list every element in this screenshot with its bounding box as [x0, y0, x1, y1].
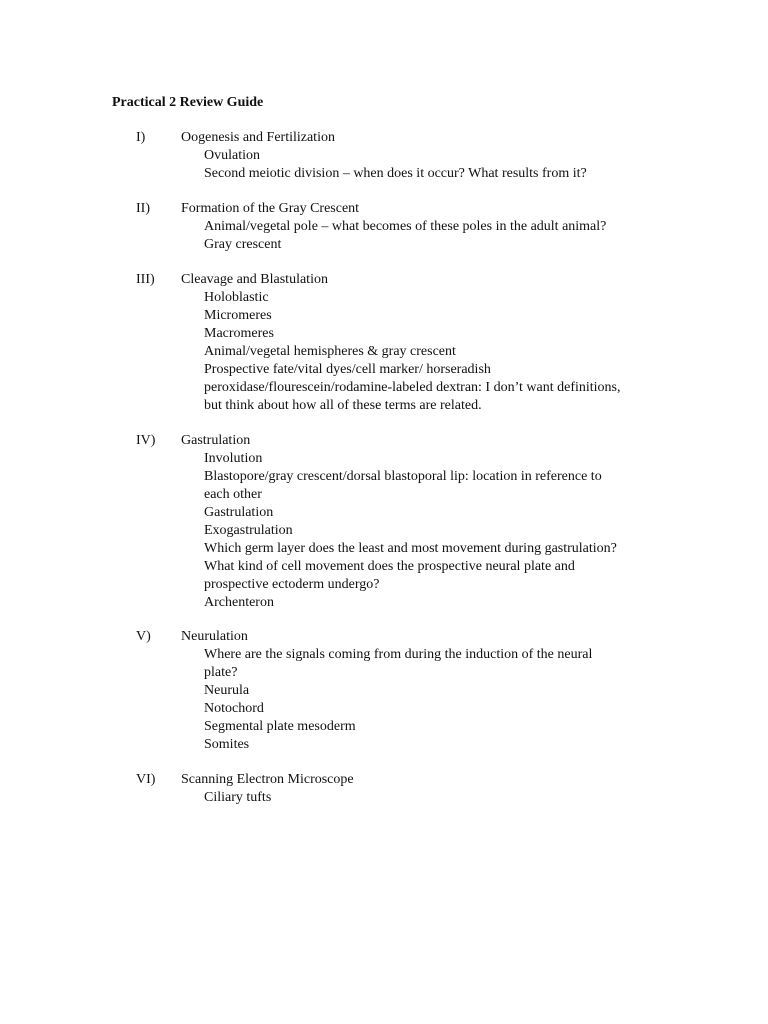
list-item: Animal/vegetal hemispheres & gray crescent [204, 344, 456, 359]
section-numeral: I) [136, 130, 146, 145]
list-item: Macromeres [204, 326, 274, 341]
section-heading: Cleavage and Blastulation [181, 272, 328, 287]
section-items [204, 789, 656, 807]
section-numeral: V) [136, 629, 151, 644]
section-heading: Gastrulation [181, 433, 251, 448]
section-numeral: VI) [136, 772, 156, 787]
list-item: Micromeres [204, 308, 272, 323]
section-items [204, 289, 656, 415]
list-item: peroxidase/flourescein/rodamine-labeled dextran: I don’t want definitions, [204, 380, 621, 395]
section-numeral: II) [136, 201, 150, 216]
list-item: Ovulation [204, 148, 260, 163]
list-item: prospective ectoderm undergo? [204, 577, 380, 592]
list-item: Somites [204, 737, 250, 752]
section-items [204, 646, 656, 754]
section-items [204, 147, 656, 183]
list-item: Archenteron [204, 595, 274, 610]
list-item: Notochord [204, 701, 264, 716]
list-item: Animal/vegetal pole – what becomes of these poles in the adult animal? [204, 219, 607, 234]
document-title: Practical 2 Review Guide [112, 95, 264, 110]
list-item: Gastrulation [204, 505, 274, 520]
list-item: each other [204, 487, 262, 502]
section-items [204, 218, 656, 254]
section-numeral: IV) [136, 433, 156, 448]
list-item: Second meiotic division – when does it occur? What results from it? [204, 166, 587, 181]
list-item: What kind of cell movement does the prospective neural plate and [204, 559, 575, 574]
list-item: Exogastrulation [204, 523, 293, 538]
list-item: Gray crescent [204, 237, 282, 252]
list-item: Neurula [204, 683, 250, 698]
list-item: Blastopore/gray crescent/dorsal blastoporal lip: location in reference to [204, 469, 602, 484]
list-item: plate? [204, 665, 238, 680]
list-item: Which germ layer does the least and most movement during gastrulation? [204, 541, 617, 556]
list-item: Where are the signals coming from during the induction of the neural [204, 647, 593, 662]
section-heading: Neurulation [181, 629, 248, 644]
list-item: Segmental plate mesoderm [204, 719, 356, 734]
list-item: but think about how all of these terms are related. [204, 398, 482, 413]
list-item: Involution [204, 451, 263, 466]
section-heading: Scanning Electron Microscope [181, 772, 354, 787]
list-item: Ciliary tufts [204, 790, 272, 805]
section-heading: Formation of the Gray Crescent [181, 201, 360, 216]
section-numeral: III) [136, 272, 155, 287]
list-item: Prospective fate/vital dyes/cell marker/ horseradish [204, 362, 491, 377]
list-item: Holoblastic [204, 290, 269, 305]
section-heading: Oogenesis and Fertilization [181, 130, 335, 145]
section-items [204, 450, 656, 612]
